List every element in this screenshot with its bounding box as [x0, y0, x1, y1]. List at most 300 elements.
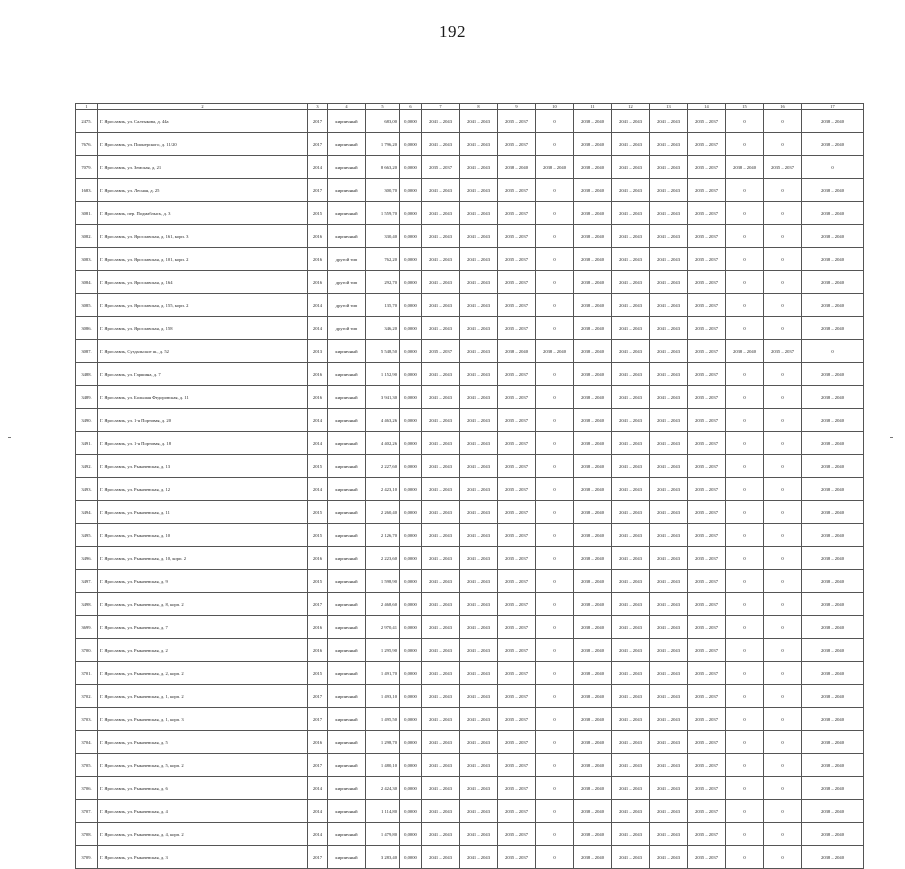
- table-cell: 2 126,70: [366, 524, 400, 547]
- table-cell: 2035 – 2037: [688, 685, 726, 708]
- table-cell: 3087.: [76, 340, 98, 363]
- table-cell: 2041 – 2043: [612, 570, 650, 593]
- column-header: 16: [764, 104, 802, 110]
- table-cell: 2014: [308, 478, 328, 501]
- table-cell: 0: [764, 386, 802, 409]
- table-cell: 2041 – 2043: [460, 708, 498, 731]
- column-header: 2: [98, 104, 308, 110]
- table-cell: кирпичный: [328, 593, 366, 616]
- table-row: [76, 570, 864, 593]
- table-cell: кирпичный: [328, 800, 366, 823]
- table-cell: 2035 – 2037: [498, 133, 536, 156]
- table-row: [76, 156, 864, 179]
- table-cell: 3082.: [76, 225, 98, 248]
- table-cell: 0: [536, 478, 574, 501]
- table-cell: 2035 – 2037: [498, 570, 536, 593]
- table-cell: 2038 – 2040: [802, 524, 864, 547]
- table-row: [76, 317, 864, 340]
- table-cell: 2016: [308, 225, 328, 248]
- table-cell: Г. Ярославль, ул. Ярославская, д. 164: [98, 271, 308, 294]
- table-cell: 2035 – 2037: [498, 754, 536, 777]
- table-cell: 0,0000: [400, 386, 422, 409]
- table-cell: 2038 – 2040: [802, 547, 864, 570]
- table-cell: 2041 – 2043: [650, 777, 688, 800]
- table-cell: 2038 – 2040: [802, 432, 864, 455]
- table-cell: 2041 – 2043: [650, 501, 688, 524]
- table-cell: 0,0000: [400, 248, 422, 271]
- table-cell: 0: [536, 248, 574, 271]
- table-row: [76, 386, 864, 409]
- table-cell: 0: [764, 662, 802, 685]
- table-cell: 2041 – 2043: [650, 639, 688, 662]
- table-cell: 2041 – 2043: [650, 248, 688, 271]
- table-cell: 2038 – 2040: [574, 248, 612, 271]
- table-cell: 2015: [308, 455, 328, 478]
- table-cell: 2035 – 2037: [688, 662, 726, 685]
- table-cell: 2041 – 2043: [650, 432, 688, 455]
- table-cell: 2035 – 2037: [498, 593, 536, 616]
- table-cell: другой тип: [328, 294, 366, 317]
- table-row: [76, 593, 864, 616]
- column-header: 13: [650, 104, 688, 110]
- table-cell: 2038 – 2040: [574, 156, 612, 179]
- column-header: 4: [328, 104, 366, 110]
- table-cell: 2038 – 2040: [802, 616, 864, 639]
- table-cell: 0,0000: [400, 777, 422, 800]
- table-cell: Г. Ярославль, ул. 1-я Портовая, д. 18: [98, 432, 308, 455]
- table-cell: 2038 – 2040: [574, 409, 612, 432]
- table-cell: 3493.: [76, 478, 98, 501]
- table-cell: 2038 – 2040: [574, 846, 612, 869]
- table-cell: 0: [764, 846, 802, 869]
- table-cell: 0: [726, 409, 764, 432]
- table-cell: 0: [536, 225, 574, 248]
- table-cell: 2041 – 2043: [460, 409, 498, 432]
- table-cell: 2041 – 2043: [460, 386, 498, 409]
- table-cell: Г. Ярославль, ул. Рыкачевская, д. 1, корп. 3: [98, 708, 308, 731]
- table-cell: Г. Ярославль, ул. Рыкачевская, д. 5: [98, 731, 308, 754]
- table-cell: 0,0000: [400, 731, 422, 754]
- table-cell: Г. Ярославль, ул. Рыкачевская, д. 2: [98, 639, 308, 662]
- table-cell: 2035 – 2037: [688, 294, 726, 317]
- table-cell: 2035 – 2037: [688, 179, 726, 202]
- table-cell: 2041 – 2043: [612, 777, 650, 800]
- table-cell: 2041 – 2043: [612, 524, 650, 547]
- table-cell: 0,0000: [400, 846, 422, 869]
- table-cell: 2041 – 2043: [422, 363, 460, 386]
- table-cell: 0: [726, 593, 764, 616]
- table-cell: Г. Ярославль, ул. Рыкачевская, д. 9: [98, 570, 308, 593]
- table-cell: 2041 – 2043: [422, 202, 460, 225]
- table-cell: 2041 – 2043: [612, 110, 650, 133]
- table-cell: 2041 – 2043: [612, 501, 650, 524]
- table-cell: 2041 – 2043: [460, 271, 498, 294]
- table-cell: 2016: [308, 363, 328, 386]
- table-cell: 2041 – 2043: [612, 662, 650, 685]
- table-cell: 2041 – 2043: [650, 455, 688, 478]
- table-cell: 2038 – 2040: [574, 639, 612, 662]
- table-cell: 0: [764, 478, 802, 501]
- table-cell: 2035 – 2037: [688, 754, 726, 777]
- table-cell: 0: [764, 593, 802, 616]
- table-row: [76, 524, 864, 547]
- table-cell: кирпичный: [328, 340, 366, 363]
- table-cell: 2041 – 2043: [460, 800, 498, 823]
- table-cell: 0: [536, 800, 574, 823]
- table-cell: кирпичный: [328, 363, 366, 386]
- table-cell: 2038 – 2040: [574, 685, 612, 708]
- table-cell: 0: [536, 179, 574, 202]
- table-cell: 1 298,70: [366, 731, 400, 754]
- table-cell: 2038 – 2040: [802, 777, 864, 800]
- table-cell: 5 548,50: [366, 340, 400, 363]
- table-cell: 0: [764, 202, 802, 225]
- table-cell: 3494.: [76, 501, 98, 524]
- table-cell: 2041 – 2043: [460, 570, 498, 593]
- table-cell: 0,0000: [400, 294, 422, 317]
- table-cell: 2041 – 2043: [422, 271, 460, 294]
- table-cell: 0: [726, 846, 764, 869]
- table-cell: 1 491,70: [366, 662, 400, 685]
- table-cell: Г. Ярославль, ул. Рыкачевская, д. 7: [98, 616, 308, 639]
- table-cell: 2041 – 2043: [422, 754, 460, 777]
- column-header: 3: [308, 104, 328, 110]
- table-cell: 2041 – 2043: [650, 202, 688, 225]
- table-cell: другой тип: [328, 248, 366, 271]
- table-cell: 2014: [308, 156, 328, 179]
- table-cell: 0: [536, 547, 574, 570]
- table-cell: 2041 – 2043: [422, 731, 460, 754]
- table-cell: Г. Ярославль, ул. Ярославская, д. 161, корп. 3: [98, 225, 308, 248]
- table-cell: 3700.: [76, 639, 98, 662]
- table-cell: 2041 – 2043: [650, 662, 688, 685]
- table-cell: 2016: [308, 731, 328, 754]
- table-cell: 2035 – 2037: [688, 363, 726, 386]
- table-cell: 2035 – 2037: [498, 409, 536, 432]
- table-cell: 3498.: [76, 593, 98, 616]
- table-cell: 1 598,90: [366, 570, 400, 593]
- table-cell: Г. Ярославль, ул. Ярославская, д. 155, корп. 2: [98, 294, 308, 317]
- table-cell: 2041 – 2043: [460, 432, 498, 455]
- table-cell: 2035 – 2037: [498, 294, 536, 317]
- table-cell: 0: [726, 363, 764, 386]
- table-row: [76, 708, 864, 731]
- table-cell: 3706.: [76, 777, 98, 800]
- table-cell: 2016: [308, 616, 328, 639]
- table-cell: 0,0000: [400, 156, 422, 179]
- table-cell: 2041 – 2043: [612, 340, 650, 363]
- table-cell: 0: [764, 110, 802, 133]
- column-header: 14: [688, 104, 726, 110]
- table-cell: 2041 – 2043: [460, 455, 498, 478]
- table-cell: 3490.: [76, 409, 98, 432]
- table-cell: 2035 – 2037: [498, 317, 536, 340]
- table-cell: 2041 – 2043: [650, 133, 688, 156]
- table-cell: 2041 – 2043: [612, 616, 650, 639]
- table-cell: кирпичный: [328, 777, 366, 800]
- table-cell: 2041 – 2043: [650, 846, 688, 869]
- table-cell: 2038 – 2040: [802, 317, 864, 340]
- table-cell: 2014: [308, 823, 328, 846]
- table-cell: кирпичный: [328, 639, 366, 662]
- table-cell: 2041 – 2043: [612, 846, 650, 869]
- table-cell: 2035 – 2037: [498, 271, 536, 294]
- table-cell: 0: [764, 317, 802, 340]
- table-row: [76, 340, 864, 363]
- table-cell: 2038 – 2040: [574, 501, 612, 524]
- table-cell: 3081.: [76, 202, 98, 225]
- table-cell: 2038 – 2040: [536, 340, 574, 363]
- table-cell: 2041 – 2043: [460, 754, 498, 777]
- table-cell: другой тип: [328, 317, 366, 340]
- table-cell: 2 260,40: [366, 501, 400, 524]
- table-cell: 2035 – 2037: [498, 501, 536, 524]
- table-cell: 2035 – 2037: [688, 570, 726, 593]
- table-cell: 0,0000: [400, 593, 422, 616]
- table-cell: 300,70: [366, 179, 400, 202]
- table-cell: 2041 – 2043: [612, 593, 650, 616]
- table-cell: кирпичный: [328, 846, 366, 869]
- table-cell: 2041 – 2043: [650, 731, 688, 754]
- table-cell: 2041 – 2043: [422, 708, 460, 731]
- table-cell: 2038 – 2040: [574, 754, 612, 777]
- table-cell: 0: [536, 662, 574, 685]
- table-row: [76, 547, 864, 570]
- table-cell: 2035 – 2037: [498, 179, 536, 202]
- table-cell: кирпичный: [328, 501, 366, 524]
- table-cell: 0: [536, 639, 574, 662]
- table-cell: 2041 – 2043: [460, 547, 498, 570]
- table-cell: 0: [536, 846, 574, 869]
- table-cell: 1 796,20: [366, 133, 400, 156]
- table-cell: 3701.: [76, 662, 98, 685]
- table-cell: 2041 – 2043: [422, 662, 460, 685]
- table-cell: 2014: [308, 800, 328, 823]
- table-cell: 3 941,30: [366, 386, 400, 409]
- table-cell: 0,0000: [400, 225, 422, 248]
- table-cell: 2035 – 2037: [688, 340, 726, 363]
- table-cell: 2038 – 2040: [574, 547, 612, 570]
- table-cell: 2041 – 2043: [650, 616, 688, 639]
- table-cell: 0: [536, 616, 574, 639]
- table-cell: 2035 – 2037: [498, 524, 536, 547]
- table-cell: 2041 – 2043: [460, 202, 498, 225]
- table-cell: 0: [726, 524, 764, 547]
- table-cell: 3708.: [76, 823, 98, 846]
- table-cell: 330,40: [366, 225, 400, 248]
- table-cell: 2014: [308, 294, 328, 317]
- table-cell: 0,0000: [400, 340, 422, 363]
- table-cell: 2041 – 2043: [650, 524, 688, 547]
- table-cell: 0,0000: [400, 478, 422, 501]
- table-row: [76, 432, 864, 455]
- table-cell: 3495.: [76, 524, 98, 547]
- table-cell: 3709.: [76, 846, 98, 869]
- table-cell: 0: [536, 777, 574, 800]
- table-cell: 0: [764, 294, 802, 317]
- table-cell: 0,0000: [400, 317, 422, 340]
- table-cell: 2041 – 2043: [612, 156, 650, 179]
- column-header: 6: [400, 104, 422, 110]
- table-cell: Г. Ярославль, ул. Рыкачевская, д. 3: [98, 846, 308, 869]
- table-cell: 0,0000: [400, 616, 422, 639]
- table-cell: 0: [802, 156, 864, 179]
- table-cell: 2041 – 2043: [422, 639, 460, 662]
- table-cell: 2035 – 2037: [688, 317, 726, 340]
- table-row: [76, 846, 864, 869]
- table-cell: 2041 – 2043: [422, 800, 460, 823]
- table-cell: 0,0000: [400, 179, 422, 202]
- table-row: [76, 616, 864, 639]
- table-cell: 2041 – 2043: [650, 294, 688, 317]
- table-cell: 0: [536, 823, 574, 846]
- table-cell: 2038 – 2040: [802, 731, 864, 754]
- table-row: [76, 662, 864, 685]
- table-cell: 2041 – 2043: [422, 317, 460, 340]
- table-cell: 0: [726, 225, 764, 248]
- table-cell: 3488.: [76, 363, 98, 386]
- table-cell: 2035 – 2037: [688, 823, 726, 846]
- table-cell: Г. Ярославль, ул. Лесная, д. 25: [98, 179, 308, 202]
- table-cell: 2038 – 2040: [574, 455, 612, 478]
- table-cell: 2038 – 2040: [498, 156, 536, 179]
- table-cell: 2041 – 2043: [612, 225, 650, 248]
- table-cell: 2038 – 2040: [574, 225, 612, 248]
- table-cell: 2041 – 2043: [650, 800, 688, 823]
- table-cell: 2041 – 2043: [650, 570, 688, 593]
- table-cell: 2038 – 2040: [726, 156, 764, 179]
- table-cell: 2038 – 2040: [802, 386, 864, 409]
- table-cell: 0: [536, 133, 574, 156]
- table-cell: 2041 – 2043: [460, 501, 498, 524]
- table-cell: Г. Ярославль, ул. Рыкачевская, д. 10, корп. 2: [98, 547, 308, 570]
- register-table: [75, 103, 864, 869]
- table-cell: 0: [764, 455, 802, 478]
- table-cell: кирпичный: [328, 110, 366, 133]
- table-cell: 0: [726, 685, 764, 708]
- table-cell: кирпичный: [328, 823, 366, 846]
- table-cell: 2041 – 2043: [422, 777, 460, 800]
- table-cell: 2035 – 2037: [498, 731, 536, 754]
- table-cell: 0: [726, 478, 764, 501]
- table-cell: 2038 – 2040: [802, 639, 864, 662]
- table-cell: 2035 – 2037: [498, 432, 536, 455]
- table-cell: 2038 – 2040: [574, 294, 612, 317]
- table-cell: 0: [764, 639, 802, 662]
- table-cell: 2038 – 2040: [574, 616, 612, 639]
- table-cell: 2041 – 2043: [460, 225, 498, 248]
- table-cell: 2017: [308, 110, 328, 133]
- table-cell: 2017: [308, 133, 328, 156]
- table-cell: Г. Ярославль, ул. Рыкачевская, д. 4: [98, 800, 308, 823]
- table-cell: 0: [726, 455, 764, 478]
- table-cell: Г. Ярославль, ул. Рыкачевская, д. 4, корп. 2: [98, 823, 308, 846]
- table-row: [76, 777, 864, 800]
- table-cell: 2041 – 2043: [460, 248, 498, 271]
- table-cell: 2038 – 2040: [574, 271, 612, 294]
- table-cell: 3496.: [76, 547, 98, 570]
- table-cell: 2041 – 2043: [460, 777, 498, 800]
- table-cell: кирпичный: [328, 547, 366, 570]
- table-cell: 0: [726, 179, 764, 202]
- table-cell: 2041 – 2043: [612, 478, 650, 501]
- table-cell: 2035 – 2037: [498, 823, 536, 846]
- table-cell: 3704.: [76, 731, 98, 754]
- table-cell: 2041 – 2043: [422, 294, 460, 317]
- table-cell: 2038 – 2040: [574, 777, 612, 800]
- table-cell: Г. Ярославль, пер. Подмаблысъ, д. 3: [98, 202, 308, 225]
- table-cell: 2035 – 2037: [688, 432, 726, 455]
- table-cell: 2041 – 2043: [460, 317, 498, 340]
- table-cell: 2041 – 2043: [460, 478, 498, 501]
- column-header: 7: [422, 104, 460, 110]
- table-cell: 0: [726, 133, 764, 156]
- table-cell: 3699.: [76, 616, 98, 639]
- table-cell: 2035 – 2037: [688, 547, 726, 570]
- table-row: [76, 179, 864, 202]
- table-cell: 2 423,10: [366, 478, 400, 501]
- table-cell: 2038 – 2040: [802, 685, 864, 708]
- table-cell: 2038 – 2040: [802, 593, 864, 616]
- table-cell: 2041 – 2043: [422, 432, 460, 455]
- table-cell: 2041 – 2043: [612, 133, 650, 156]
- table-cell: 2041 – 2043: [650, 685, 688, 708]
- table-cell: 2038 – 2040: [574, 478, 612, 501]
- table-cell: 2035 – 2037: [688, 524, 726, 547]
- table-cell: 2017: [308, 754, 328, 777]
- table-cell: 7079.: [76, 156, 98, 179]
- table-cell: 1 480,10: [366, 754, 400, 777]
- table-cell: 2041 – 2043: [460, 156, 498, 179]
- table-cell: 2041 – 2043: [460, 340, 498, 363]
- table-cell: 2041 – 2043: [422, 524, 460, 547]
- table-cell: 2035 – 2037: [688, 202, 726, 225]
- table-cell: 2035 – 2037: [498, 846, 536, 869]
- table-cell: 2041 – 2043: [650, 317, 688, 340]
- table-cell: 2041 – 2043: [422, 386, 460, 409]
- table-cell: 0,0000: [400, 685, 422, 708]
- table-cell: 2035 – 2037: [688, 455, 726, 478]
- table-cell: 3497.: [76, 570, 98, 593]
- table-cell: 2041 – 2043: [650, 547, 688, 570]
- table-cell: 2013: [308, 340, 328, 363]
- table-cell: 2038 – 2040: [574, 133, 612, 156]
- table-row: [76, 271, 864, 294]
- table-cell: 2038 – 2040: [802, 225, 864, 248]
- table-cell: 2014: [308, 777, 328, 800]
- table-cell: 2041 – 2043: [422, 685, 460, 708]
- table-cell: 2035 – 2037: [422, 340, 460, 363]
- table-cell: 0,0000: [400, 202, 422, 225]
- table-cell: 2035 – 2037: [498, 662, 536, 685]
- table-cell: 0: [764, 409, 802, 432]
- table-row: [76, 248, 864, 271]
- table-cell: 2017: [308, 708, 328, 731]
- table-cell: 2041 – 2043: [460, 593, 498, 616]
- table-cell: 1 295,90: [366, 639, 400, 662]
- table-cell: 2041 – 2043: [612, 202, 650, 225]
- table-cell: 0: [536, 271, 574, 294]
- table-cell: 2038 – 2040: [802, 409, 864, 432]
- table-cell: 0: [726, 777, 764, 800]
- table-cell: 0,0000: [400, 524, 422, 547]
- table-cell: 0: [726, 616, 764, 639]
- table-cell: 2041 – 2043: [612, 800, 650, 823]
- table-cell: 0,0000: [400, 271, 422, 294]
- column-header: 11: [574, 104, 612, 110]
- table-cell: кирпичный: [328, 179, 366, 202]
- table-cell: 0: [764, 547, 802, 570]
